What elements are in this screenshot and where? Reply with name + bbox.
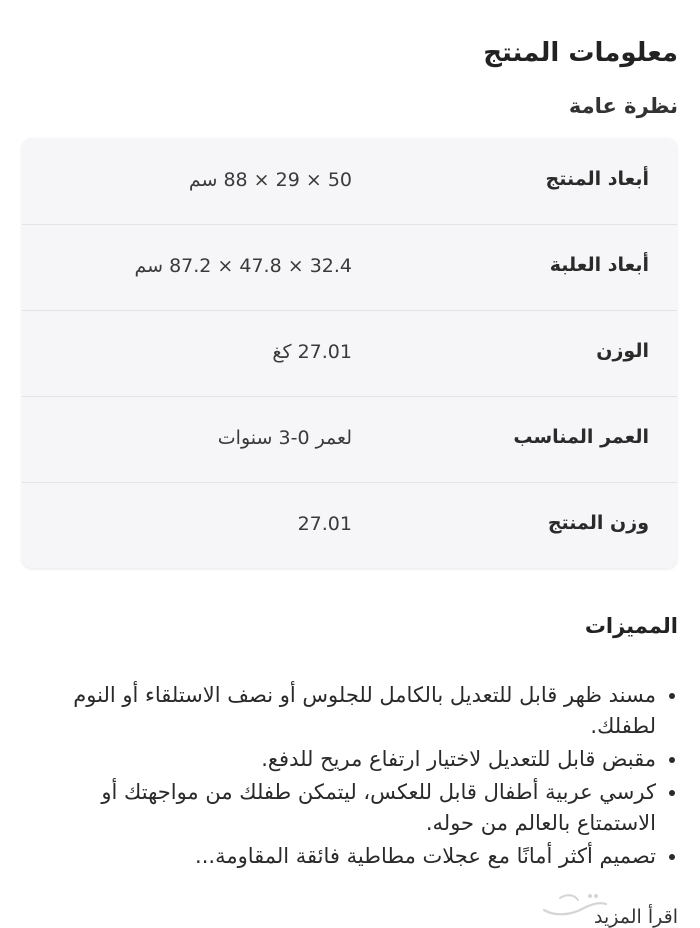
spec-value: لعمر 0-3 سنوات (217, 427, 352, 449)
read-more-link[interactable]: اقرأ المزيد (594, 906, 678, 928)
spec-row (22, 396, 677, 483)
spec-value: 50 × 29 × 88 سم (188, 169, 352, 191)
features-list (16, 680, 678, 874)
spec-row (22, 138, 677, 225)
overview-heading: نظرة عامة (568, 94, 678, 118)
feature-item: • مقبض قابل للتعديل لاختيار ارتفاع مريح للدفع. (16, 744, 656, 775)
spec-label: أبعاد المنتج (545, 168, 649, 190)
page-title: معلومات المنتج (483, 38, 678, 68)
feature-item: • تصميم أكثر أمانًا مع عجلات مطاطية فائقة المقاومة... (16, 841, 656, 872)
spec-row (22, 482, 677, 568)
spec-label: الوزن (596, 340, 649, 362)
spec-label: العمر المناسب (513, 426, 649, 448)
spec-row (22, 224, 677, 311)
watermark-logo-icon (540, 888, 610, 918)
spec-value: 27.01 كغ (272, 341, 352, 363)
spec-label: أبعاد العلبة (549, 254, 649, 276)
feature-item: • مسند ظهر قابل للتعديل بالكامل للجلوس أو نصف الاستلقاء أو النوم لطفلك. (16, 680, 656, 742)
spec-row (22, 310, 677, 397)
specs-card (22, 138, 677, 568)
feature-item: • كرسي عربية أطفال قابل للعكس، ليتمكن طفلك من مواجهتك أو الاستمتاع بالعالم من حوله. (16, 777, 656, 839)
spec-value: 32.4 × 47.8 × 87.2 سم (134, 255, 352, 277)
features-heading: المميزات (584, 614, 678, 638)
spec-label: وزن المنتج (547, 512, 649, 534)
spec-value: 27.01 (297, 513, 352, 535)
